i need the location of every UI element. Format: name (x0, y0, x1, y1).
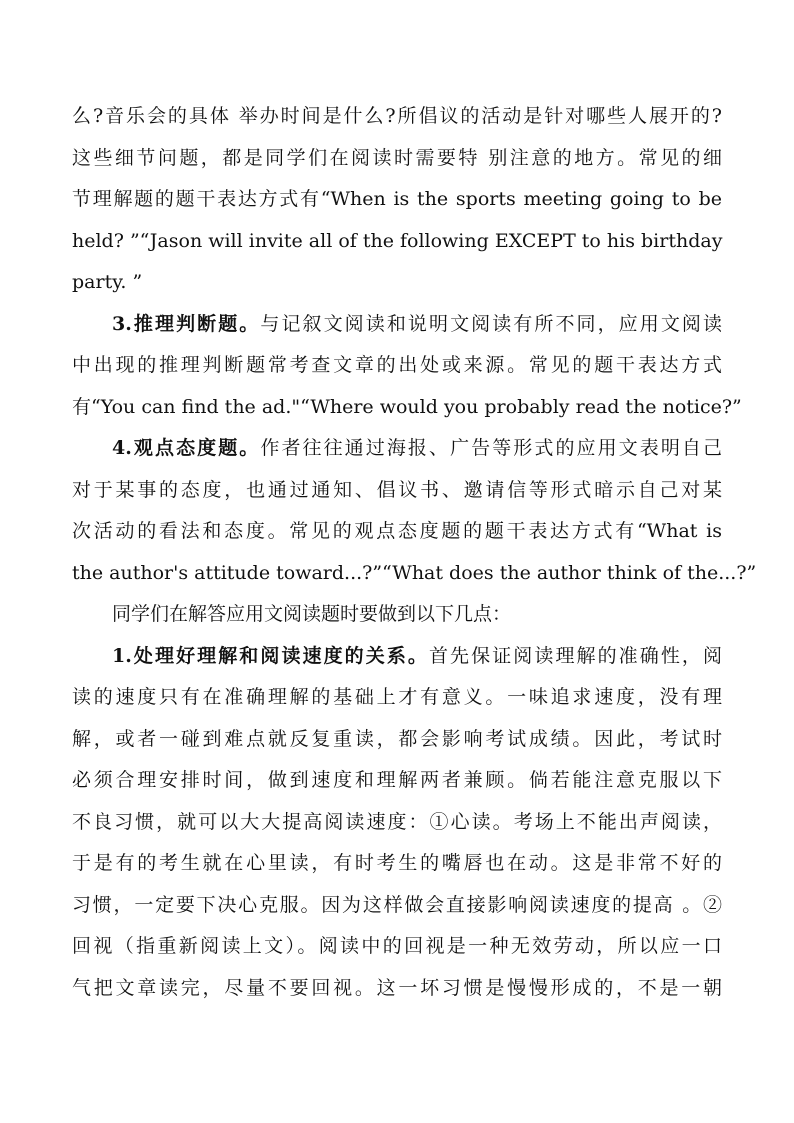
line-text: 么?音乐会的具体 举办时间是什么?所倡议的活动是针对哪些人展开的? (72, 105, 722, 127)
text-line-8 (72, 387, 742, 429)
line-text: 节理解题的题干表达方式有“When is the sports meeting going to be (72, 188, 722, 210)
text-line-9 (72, 428, 722, 470)
text-line-18 (72, 802, 722, 844)
text-line-2 (72, 138, 722, 180)
line-text: the author's attitude toward...?”“What does the author think of the...?” (72, 561, 757, 584)
line-text: 同学们在解答应用文阅读题时要做到以下几点： (112, 603, 512, 625)
line-text: 作者往往通过海报、广告等形式的应用文表明自己 (260, 437, 722, 459)
text-line-3 (72, 179, 722, 221)
text-line-21 (72, 926, 722, 968)
line-text: 不良习惯，就可以大大提高阅读速度：①心读。考场上不能出声阅读， (72, 810, 722, 833)
text-line-14 (72, 636, 722, 678)
line-text: 这些细节问题，都是同学们在阅读时需要特 别注意的地方。常见的细 (72, 146, 722, 169)
text-line-20 (72, 885, 722, 927)
text-line-5 (72, 262, 722, 304)
text-line-1 (72, 96, 722, 138)
line-text: 回视（指重新阅读上文）。阅读中的回视是一种无效劳动，所以应一口 (72, 935, 722, 957)
line-text: 于是有的考生就在心里读，有时考生的嘴唇也在动。这是非常不好的 (72, 852, 722, 874)
line-text: 气把文章读完，尽量不要回视。这一坏习惯是慢慢形成的，不是一朝 (72, 976, 722, 999)
text-line-10 (72, 470, 722, 512)
line-text: 读的速度只有在准确理解的基础上才有意义。一味追求速度，没有理 (72, 686, 722, 708)
text-line-17 (72, 760, 722, 802)
line-text: 必须合理安排时间，做到速度和理解两者兼顾。倘若能注意克服以下 (72, 769, 722, 791)
document-page (72, 96, 757, 1009)
text-line-12 (72, 553, 757, 595)
line-text: 解，或者一碰到难点就反复重读，都会影响考试成绩。因此，考试时 (72, 727, 722, 750)
section-heading: 4.观点态度题。 (112, 437, 261, 459)
text-line-11 (72, 511, 722, 553)
text-line-13 (72, 594, 722, 636)
text-line-6 (72, 304, 722, 346)
text-line-4 (72, 221, 722, 263)
line-text: 对于某事的态度，也通过通知、倡议书、邀请信等形式暗示自己对某 (72, 478, 722, 501)
line-text: 与记叙文阅读和说明文阅读有所不同，应用文阅读 (260, 312, 722, 335)
section-heading: 1.处理好理解和阅读速度的关系。 (112, 644, 429, 667)
line-text: 习惯，一定要下决心克服。因为这样做会直接影响阅读速度的提高 。② (72, 893, 722, 916)
line-text: 有“You can find the ad."“Where would you probably read the notice?” (72, 395, 742, 418)
line-text: 中出现的推理判断题常考查文章的出处或来源。常见的题干表达方式 (72, 354, 722, 376)
line-text: 首先保证阅读理解的准确性，阅 (428, 644, 722, 667)
text-line-15 (72, 677, 722, 719)
line-text: held? ”“Jason will invite all of the following EXCEPT to his birthday (72, 229, 723, 252)
section-heading: 3.推理判断题。 (112, 312, 261, 335)
line-text: party. ” (72, 271, 143, 293)
text-line-22 (72, 968, 722, 1010)
line-text: 次活动的看法和态度。常见的观点态度题的题干表达方式有“What is (72, 520, 722, 542)
text-line-19 (72, 843, 722, 885)
text-line-7 (72, 345, 722, 387)
text-line-16 (72, 719, 722, 761)
